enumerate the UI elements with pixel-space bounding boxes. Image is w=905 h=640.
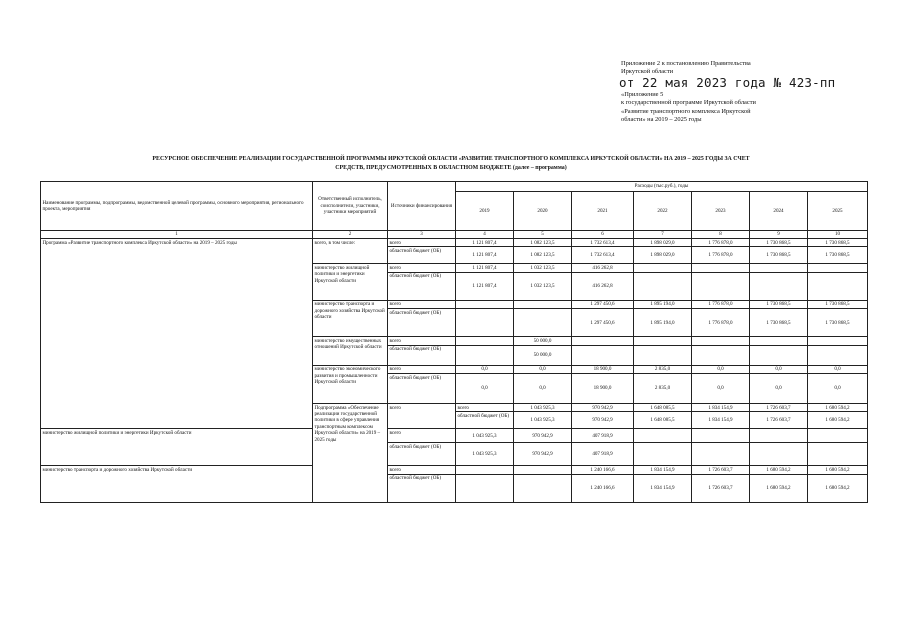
value-cell: 1 082 123,5: [514, 247, 572, 264]
resource-table: [40, 181, 868, 503]
header-source: Источники финансирования: [388, 182, 456, 231]
source-cell: областной бюджет (ОБ): [388, 345, 456, 365]
value-cell: [634, 345, 692, 365]
value-cell: 1 834 154,9: [692, 412, 750, 429]
value-cell: [634, 429, 692, 443]
value-cell: [634, 272, 692, 300]
col-index: 1: [41, 231, 313, 239]
value-cell: 1 043 925,3: [456, 429, 514, 443]
value-cell: [750, 443, 808, 466]
value-cell: 1 043 925,3: [514, 404, 572, 412]
value-cell: 1 776 878,0: [692, 239, 750, 247]
value-cell: 1 732 613,4: [572, 239, 634, 247]
value-cell: [692, 264, 750, 272]
value-cell: 0,0: [808, 374, 868, 404]
value-cell: 1 730 868,5: [808, 309, 868, 337]
source-cell: всего: [388, 264, 456, 272]
executor-cell: министерство имущественных отношений Иркутской области: [313, 337, 388, 365]
header-year: 2021: [572, 192, 634, 231]
source-cell: областной бюджет (ОБ): [388, 309, 456, 337]
value-cell: [456, 300, 514, 308]
executor-cell: всего, в том числе:: [313, 239, 388, 264]
col-index: 9: [750, 231, 808, 239]
value-cell: 50 000,0: [514, 345, 572, 365]
value-cell: [750, 337, 808, 345]
value-cell: 1 043 925,3: [514, 412, 572, 429]
value-cell: [692, 429, 750, 443]
value-cell: 0,0: [750, 365, 808, 373]
value-cell: 0,0: [750, 374, 808, 404]
value-cell: 1 726 603,7: [692, 474, 750, 502]
value-cell: 1 680 594,2: [808, 466, 868, 474]
value-cell: 1 648 085,5: [634, 404, 692, 412]
source-cell: областной бюджет (ОБ): [388, 272, 456, 300]
source-cell: областной бюджет (ОБ): [388, 443, 456, 466]
value-cell: 1 726 603,7: [750, 412, 808, 429]
source-cell: всего: [456, 404, 514, 412]
value-cell: [808, 272, 868, 300]
value-cell: 1 121 807,4: [456, 247, 514, 264]
value-cell: 1 032 123,5: [514, 272, 572, 300]
value-cell: [750, 345, 808, 365]
col-index: 7: [634, 231, 692, 239]
value-cell: 1 834 154,9: [634, 466, 692, 474]
table-row: [41, 239, 868, 247]
value-cell: 407 918,9: [572, 429, 634, 443]
value-cell: 0,0: [514, 374, 572, 404]
value-cell: [456, 466, 514, 474]
value-cell: [808, 443, 868, 466]
document-title: [36, 155, 866, 173]
value-cell: 1 776 878,0: [692, 300, 750, 308]
col-index: 8: [692, 231, 750, 239]
value-cell: [572, 345, 634, 365]
value-cell: 0,0: [692, 365, 750, 373]
value-cell: [634, 337, 692, 345]
header-year: 2020: [514, 192, 572, 231]
value-cell: 1 730 868,5: [750, 247, 808, 264]
value-cell: [514, 466, 572, 474]
value-cell: [808, 337, 868, 345]
value-cell: 1 032 123,5: [514, 264, 572, 272]
value-cell: 1 730 868,5: [750, 300, 808, 308]
value-cell: 1 726 603,7: [750, 404, 808, 412]
value-cell: 0,0: [808, 365, 868, 373]
value-cell: 1 121 807,4: [456, 272, 514, 300]
value-cell: 1 730 868,5: [808, 300, 868, 308]
value-cell: 1 726 603,7: [692, 466, 750, 474]
value-cell: 1 680 594,2: [750, 466, 808, 474]
source-cell: всего: [388, 239, 456, 247]
value-cell: [750, 264, 808, 272]
value-cell: 1 121 807,4: [456, 264, 514, 272]
date-number-stamp: от 22 мая 2023 года № 423-пп: [619, 74, 836, 90]
value-cell: 1 648 085,5: [634, 412, 692, 429]
header-name: Наименование программы, подпрограммы, ведомственной целевой программы, основного мероприятия, регионального проекта, мероприятия: [41, 182, 313, 231]
source-cell: всего: [388, 429, 456, 443]
value-cell: [750, 272, 808, 300]
source-cell: всего: [388, 300, 456, 308]
col-index: 2: [313, 231, 388, 239]
executor-cell: всего: [388, 404, 456, 429]
header-line-6: области» на 2019 – 2025 годы: [621, 116, 702, 124]
header-year: 2025: [808, 192, 868, 231]
appendix-header: [621, 60, 861, 124]
value-cell: 1 680 594,2: [808, 474, 868, 502]
value-cell: [456, 345, 514, 365]
value-cell: 1 776 878,0: [692, 309, 750, 337]
executor-cell: министерство транспорта и дорожного хозяйства Иркутской области: [313, 300, 388, 336]
value-cell: [572, 337, 634, 345]
executor-cell: министерство экономического развития и промышленности Иркутской области: [313, 365, 388, 403]
value-cell: 1 834 154,9: [692, 404, 750, 412]
header-year: 2024: [750, 192, 808, 231]
value-cell: 1 776 878,0: [692, 247, 750, 264]
value-cell: 1 898 029,0: [634, 247, 692, 264]
value-cell: [456, 474, 514, 502]
value-cell: 0,0: [456, 374, 514, 404]
value-cell: 1 680 594,2: [808, 404, 868, 412]
value-cell: 1 082 123,5: [514, 239, 572, 247]
value-cell: 1 240 166,6: [572, 474, 634, 502]
header-line-4: к государственной программе Иркутской области: [621, 99, 756, 107]
value-cell: [456, 309, 514, 337]
value-cell: 1 240 166,6: [572, 466, 634, 474]
source-cell: областной бюджет (ОБ): [388, 474, 456, 502]
value-cell: 1 680 594,2: [750, 474, 808, 502]
value-cell: 1 043 925,3: [456, 443, 514, 466]
source-cell: областной бюджет (ОБ): [388, 374, 456, 404]
executor-cell: министерство жилищной политики и энергетики Иркутской области: [41, 429, 313, 466]
value-cell: 416 262,8: [572, 272, 634, 300]
value-cell: 407 918,9: [572, 443, 634, 466]
value-cell: [692, 345, 750, 365]
value-cell: 1 730 868,5: [750, 309, 808, 337]
col-index: 10: [808, 231, 868, 239]
value-cell: 970 942,9: [572, 404, 634, 412]
program-name: Программа «Развитие транспортного комплекса Иркутской области» на 2019 – 2025 годы: [41, 239, 313, 429]
value-cell: [634, 264, 692, 272]
header-year: 2019: [456, 192, 514, 231]
header-line-3: «Приложение 5: [621, 90, 664, 98]
header-year: 2023: [692, 192, 750, 231]
header-line-5: «Развитие транспортного комплекса Иркутской: [621, 107, 751, 115]
source-cell: всего: [388, 337, 456, 345]
source-cell: областной бюджет (ОБ): [456, 412, 514, 429]
value-cell: [514, 300, 572, 308]
value-cell: 416 262,8: [572, 264, 634, 272]
header-year: 2022: [634, 192, 692, 231]
title-line-2: СРЕДСТВ, ПРЕДУСМОТРЕННЫХ В ОБЛАСТНОМ БЮДЖЕТЕ (далее – программа): [335, 165, 567, 171]
value-cell: 0,0: [514, 365, 572, 373]
value-cell: 1 730 868,5: [750, 239, 808, 247]
value-cell: 18 900,0: [572, 365, 634, 373]
value-cell: 1 121 807,4: [456, 239, 514, 247]
col-index: 6: [572, 231, 634, 239]
value-cell: 1 732 613,4: [572, 247, 634, 264]
subprogram-name: Подпрограмма «Обеспечение реализации государственной политики в сфере управления транспортным комплексом Иркутской области» на 2019 – 2025 годы: [313, 404, 388, 503]
col-index: 3: [388, 231, 456, 239]
executor-cell: министерство транспорта и дорожного хозяйства Иркутской области: [41, 466, 313, 502]
value-cell: [808, 429, 868, 443]
value-cell: 1 730 868,5: [808, 247, 868, 264]
header-line-2: Иркутской области: [621, 68, 674, 76]
value-cell: 0,0: [692, 374, 750, 404]
executor-cell: министерство жилищной политики и энергетики Иркутской области: [313, 264, 388, 300]
value-cell: 1 680 594,2: [808, 412, 868, 429]
col-index: 5: [514, 231, 572, 239]
source-cell: всего: [388, 365, 456, 373]
value-cell: 1 834 154,9: [634, 474, 692, 502]
value-cell: [634, 443, 692, 466]
value-cell: 970 942,9: [514, 443, 572, 466]
source-cell: областной бюджет (ОБ): [388, 247, 456, 264]
value-cell: [808, 345, 868, 365]
value-cell: 1 898 029,0: [634, 239, 692, 247]
value-cell: 2 835,0: [634, 365, 692, 373]
header-executor: Ответственный исполнитель, соисполнители, участники, участники мероприятий: [313, 182, 388, 231]
value-cell: [692, 272, 750, 300]
value-cell: [514, 474, 572, 502]
value-cell: 50 000,0: [514, 337, 572, 345]
table-row: [41, 466, 868, 474]
value-cell: 1 297 450,6: [572, 309, 634, 337]
value-cell: 0,0: [456, 365, 514, 373]
source-cell: всего: [388, 466, 456, 474]
header-line-1: Приложение 2 к постановлению Правительства: [621, 60, 751, 67]
value-cell: 18 900,0: [572, 374, 634, 404]
value-cell: [692, 337, 750, 345]
value-cell: [750, 429, 808, 443]
title-line-1: РЕСУРСНОЕ ОБЕСПЕЧЕНИЕ РЕАЛИЗАЦИИ ГОСУДАРСТВЕННОЙ ПРОГРАММЫ ИРКУТСКОЙ ОБЛАСТИ «РАЗВИТИЕ ТРАНСПОРТНОГО КОМПЛЕКСА ИРКУТСКОЙ ОБЛАСТИ» НА 2019 – 2025 ГОДЫ ЗА СЧЕТ: [152, 156, 750, 162]
value-cell: 2 835,0: [634, 374, 692, 404]
value-cell: 1 297 450,6: [572, 300, 634, 308]
column-index-row: [41, 231, 868, 239]
value-cell: 1 730 868,5: [808, 239, 868, 247]
value-cell: [808, 264, 868, 272]
header-expenses: Расходы (тыс.руб.), годы: [456, 182, 868, 192]
table-row: [41, 429, 868, 443]
value-cell: [514, 309, 572, 337]
value-cell: 1 895 194,0: [634, 309, 692, 337]
value-cell: 1 895 194,0: [634, 300, 692, 308]
value-cell: [692, 443, 750, 466]
col-index: 4: [456, 231, 514, 239]
value-cell: 970 942,9: [572, 412, 634, 429]
value-cell: [456, 337, 514, 345]
value-cell: 970 942,9: [514, 429, 572, 443]
